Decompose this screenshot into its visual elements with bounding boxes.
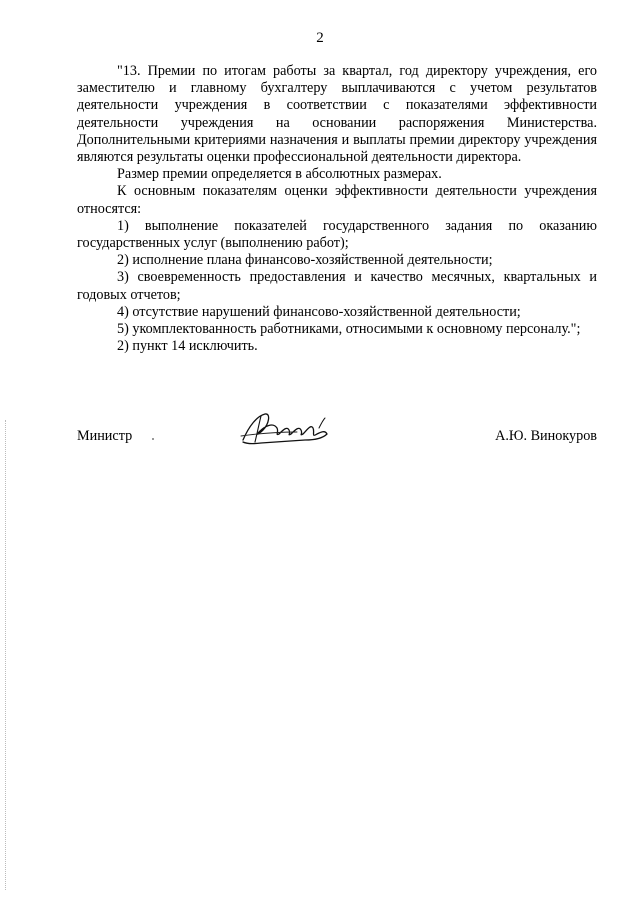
page-number: 2 <box>316 30 324 46</box>
scan-artifact <box>152 438 154 440</box>
paragraph-premium-rules: "13. Премии по итогам работы за квартал, год директору учреждения, его заместителю и главному бухгалтеру выплачиваются с учетом результатов деятельности учреждения в соответствии с показателями эффективности деятельности учреждения на основании распоряжения Министерства. Дополнительными критериями назначения и выплаты премии директору учреждения являются результаты оценки профессиональной деятельности директора. <box>77 63 597 166</box>
paragraph-indicator-3: 3) своевременность предоставления и качество месячных, квартальных и годовых отчетов; <box>77 269 597 303</box>
paragraph-exclude-clause: 2) пункт 14 исключить. <box>117 338 258 355</box>
scan-margin-artifact <box>5 420 8 890</box>
paragraph-premium-size: Размер премии определяется в абсолютных размерах. <box>117 166 442 183</box>
paragraph-indicator-5: 5) укомплектованность работниками, относимыми к основному персоналу."; <box>117 321 581 338</box>
signature-block <box>77 428 597 458</box>
paragraph-indicator-2: 2) исполнение плана финансово-хозяйственной деятельности; <box>117 252 493 269</box>
paragraph-indicator-4: 4) отсутствие нарушений финансово-хозяйственной деятельности; <box>117 303 521 320</box>
paragraph-indicators-intro: К основным показателям оценки эффективности деятельности учреждения относятся: <box>77 183 597 217</box>
signatory-title: Министр <box>77 428 133 444</box>
paragraph-indicator-1: 1) выполнение показателей государственного задания по оказанию государственных услуг (выполнению работ); <box>77 217 597 252</box>
handwritten-signature <box>235 406 335 456</box>
document-body <box>77 63 597 355</box>
signatory-name: А.Ю. Винокуров <box>495 428 597 444</box>
